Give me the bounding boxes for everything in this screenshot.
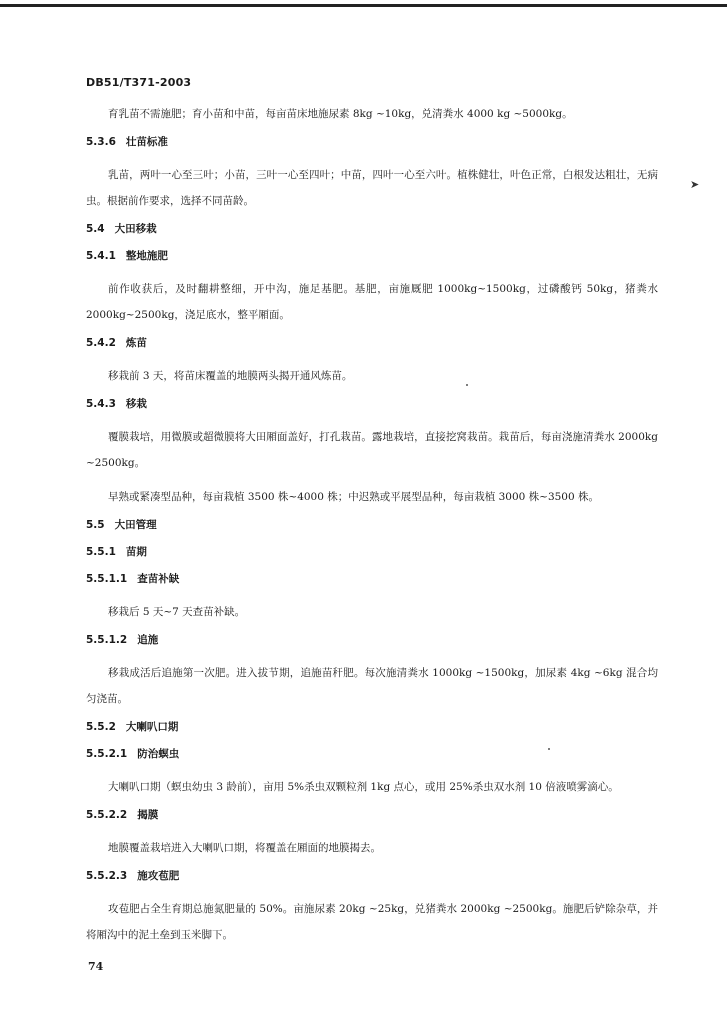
section-title: 整地施肥: [125, 250, 168, 262]
section-title: 大田移栽: [114, 223, 157, 235]
section-heading: [86, 633, 658, 647]
paragraph: 前作收获后，及时翻耕整细，开中沟，施足基肥。基肥，亩施厩肥 1000kg~1500kg，过磷酸钙 50kg，猪粪水 2000kg~2500kg，浇足底水，整平厢面。: [86, 283, 658, 321]
paragraph: 移栽前 3 天，将苗床覆盖的地膜两头揭开通风炼苗。: [108, 370, 353, 382]
section-number: 5.5.2.3: [86, 870, 128, 882]
section-number: 5.4.2: [86, 337, 116, 349]
section-number: 5.5.2: [86, 721, 116, 733]
paragraph: 地膜覆盖栽培进入大喇叭口期，将覆盖在厢面的地膜揭去。: [108, 842, 381, 854]
section-heading: [86, 397, 658, 411]
paragraph: 育乳苗不需施肥；育小苗和中苗，每亩苗床地施尿素 8kg ~10kg，兑清粪水 4000 kg ~5000kg。: [108, 108, 573, 120]
section-number: 5.5: [86, 519, 105, 531]
section-heading: [86, 222, 658, 236]
top-rule: [0, 4, 727, 7]
section-title: 大喇叭口期: [125, 721, 179, 733]
section-number: 5.4: [86, 223, 105, 235]
section-heading: [86, 545, 658, 559]
section-number: 5.5.1: [86, 546, 116, 558]
paragraph: 移栽后 5 天~7 天查苗补缺。: [108, 606, 246, 618]
section-heading: [86, 518, 658, 532]
section-title: 防治螟虫: [137, 748, 180, 760]
document-body: [86, 101, 658, 948]
paragraph: 大喇叭口期（螟虫幼虫 3 龄前），亩用 5%杀虫双颗粒剂 1kg 点心，或用 25%杀虫双水剂 10 倍液喷雾滴心。: [108, 781, 619, 793]
section-title: 大田管理: [114, 519, 157, 531]
section-number: 5.4.3: [86, 398, 116, 410]
paragraph: 乳苗，两叶一心至三叶；小苗，三叶一心至四叶；中苗，四叶一心至六叶。植株健壮，叶色正常，白根发达粗壮，无病虫。根据前作要求，选择不同苗龄。: [86, 169, 658, 207]
section-heading: [86, 720, 658, 734]
document-page: [86, 76, 658, 956]
section-title: 苗期: [125, 546, 147, 558]
section-heading: [86, 336, 658, 350]
section-heading: [86, 869, 658, 883]
section-number: 5.4.1: [86, 250, 116, 262]
section-title: 施攻苞肥: [137, 870, 180, 882]
section-title: 移栽: [125, 398, 147, 410]
section-title: 查苗补缺: [137, 573, 180, 585]
section-number: 5.5.2.2: [86, 809, 128, 821]
section-heading: [86, 747, 658, 761]
page-number: 74: [88, 960, 104, 973]
margin-mark: ➤: [690, 178, 700, 191]
section-heading: [86, 249, 658, 263]
paragraph: 攻苞肥占全生育期总施氮肥量的 50%。亩施尿素 20kg ~25kg，兑猪粪水 2000kg ~2500kg。施肥后铲除杂草，并将厢沟中的泥土垒到玉米脚下。: [86, 903, 658, 941]
section-heading: [86, 135, 658, 149]
section-title: 壮苗标准: [125, 136, 168, 148]
section-title: 追施: [137, 634, 159, 646]
section-title: 揭膜: [137, 809, 159, 821]
section-number: 5.5.2.1: [86, 748, 128, 760]
section-title: 炼苗: [125, 337, 147, 349]
paragraph: 早熟或紧凑型品种，每亩栽植 3500 株~4000 株；中迟熟或平展型品种，每亩栽植 3000 株~3500 株。: [108, 491, 600, 503]
paragraph: 移栽成活后追施第一次肥。进入拔节期，追施苗秆肥。每次施清粪水 1000kg ~1500kg，加尿素 4kg ~6kg 混合均匀浇苗。: [86, 667, 658, 705]
document-id: DB51/T371-2003: [86, 76, 192, 89]
section-number: 5.3.6: [86, 136, 116, 148]
section-heading: [86, 808, 658, 822]
section-number: 5.5.1.2: [86, 634, 128, 646]
section-number: 5.5.1.1: [86, 573, 128, 585]
section-heading: [86, 572, 658, 586]
paragraph: 覆膜栽培，用微膜或超微膜将大田厢面盖好，打孔栽苗。露地栽培，直接挖窝栽苗。栽苗后，每亩浇施清粪水 2000kg ~2500kg。: [86, 431, 658, 469]
